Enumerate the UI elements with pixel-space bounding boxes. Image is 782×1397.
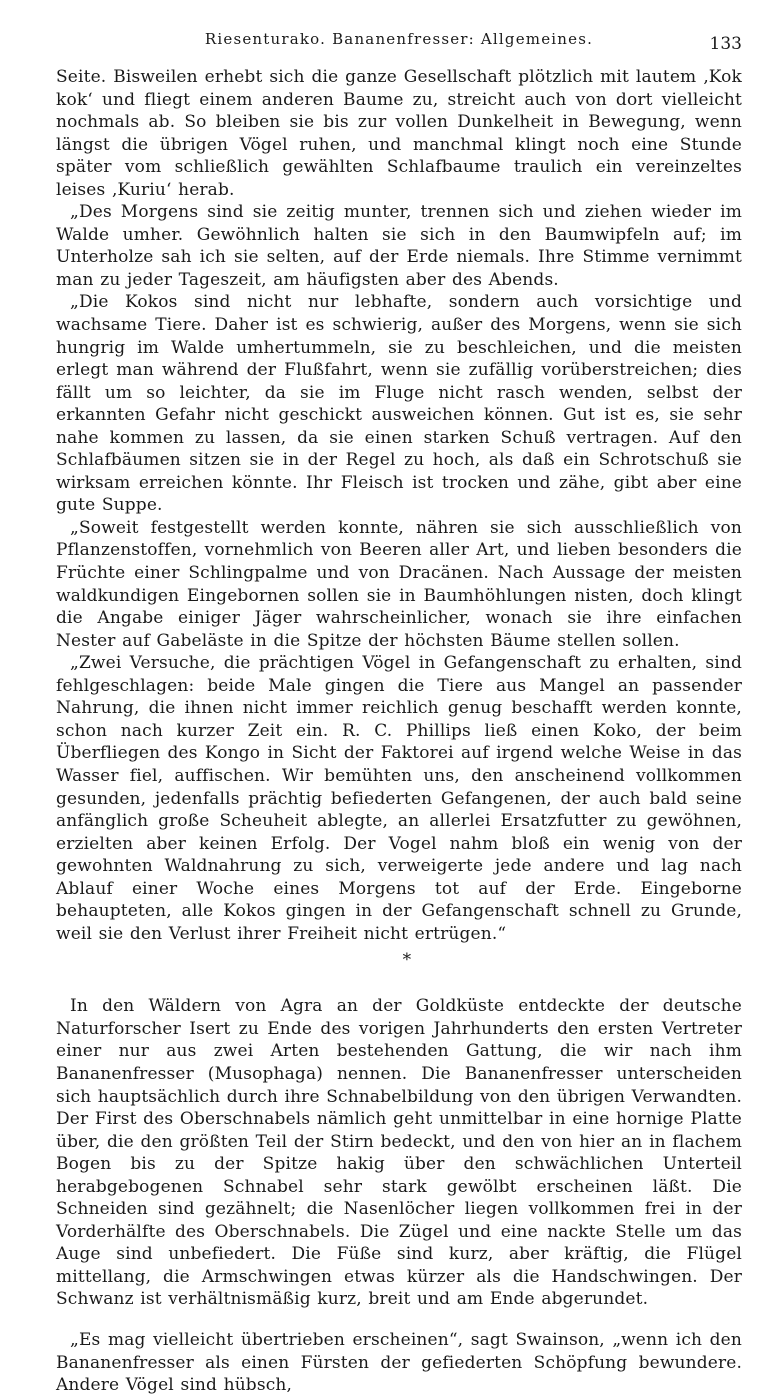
section-separator: * [402,950,412,971]
body-text [56,66,742,1397]
paragraph-wary-birds: „Die Kokos sind nicht nur lebhafte, sondern auch vorsichtige und wachsame Tiere. Daher ist es schwierig, außer des Morgens, wenn sie sich hungrig im Walde umhertummeln, sie zu beschleichen, und die meisten erlegt man während der Flußfahrt, wenn sie zufällig vorüberstreichen; dies fällt um so leichter, da sie im Fluge nicht rasch wenden, selbst der erkannten Gefahr nicht geschickt ausweichen können. Gut ist es, sie sehr nahe kommen zu lassen, da sie einen starken Schuß vertragen. Auf den Schlafbäumen sitzen sie in der Regel zu hoch, als daß ein Schrotschuß sie wirksam erreichen könnte. Ihr Fleisch ist trocken und zähe, gibt aber eine gute Suppe. [56,292,742,516]
paragraph-morning: „Des Morgens sind sie zeitig munter, trennen sich und ziehen wieder im Walde umher. Gewöhnlich halten sie sich in den Baumwipfeln auf; im Unterholze sah ich sie selten, auf der Erde niemals. Ihre Stimme vernimmt man zu jeder Tageszeit, am häufigsten aber des Abends. [56,202,742,290]
paragraph-continuation: Seite. Bisweilen erhebt sich die ganze Gesellschaft plötzlich mit lautem ‚Kok kok‘ und fliegt einem anderen Baume zu, streicht auch von dort vielleicht nochmals ab. So bleiben sie bis zur vollen Dunkelheit in Bewegung, wenn längst die übrigen Vögel ruhen, und manchmal klingt noch eine Stunde später vom schließlich gewählten Schlafbaume traulich ein vereinzeltes leises ‚Kuriu‘ herab. [56,67,742,200]
paragraph-bananenfresser: In den Wäldern von Agra an der Goldküste entdeckte der deutsche Naturforscher Isert zu Ende des vorigen Jahrhunderts den ersten Vertreter einer nur aus zwei Arten bestehenden Gattung, die wir nach ihm Bananenfresser (Musophaga) nennen. Die Bananenfresser unterscheiden sich hauptsächlich durch ihre Schnabelbildung von den übrigen Verwandten. Der First des Oberschnabels nämlich geht unmittelbar in eine hornige Platte über, die den größten Teil der Stirn bedeckt, und den von hier an in flachem Bogen bis zu der Spitze hakig über den schwächlichen Unterteil herabgebogenen Schnabel sehr stark gewölbt erscheinen läßt. Die Schneiden sind gezähnelt; die Nasenlöcher liegen vollkommen frei in der Vorderhälfte des Oberschnabels. Die Zügel und eine nackte Stelle um das Auge sind unbefiedert. Die Füße sind kurz, aber kräftig, die Flügel mittellang, die Armschwingen etwas kürzer als die Handschwingen. Der Schwanz ist verhältnismäßig kurz, breit und am Ende abgerundet. [56,996,742,1310]
running-header [56,26,742,56]
running-title: Riesenturako. Bananenfresser: Allgemeines. [204,30,594,48]
paragraph-swainson-quote: „Es mag vielleicht übertrieben erscheinen“, sagt Swainson, „wenn ich den Bananenfresser als einen Fürsten der gefiederten Schöpfung bewundere. Andere Vögel sind hübsch, [56,1329,742,1396]
page-number: 133 [709,34,742,54]
paragraph-captivity: „Zwei Versuche, die prächtigen Vögel in Gefangenschaft zu erhalten, sind fehlgeschlagen: beide Male gingen die Tiere aus Mangel an passender Nahrung, die ihnen nicht immer reichlich genug beschafft werden konnte, schon nach kurzer Zeit ein. R. C. Phillips ließ einen Koko, der beim Überfliegen des Kongo in Sicht der Faktorei auf irgend welche Weise in das Wasser fiel, auffischen. Wir bemühten uns, den anscheinend vollkommen gesunden, jedenfalls prächtig befiederten Gefangenen, der auch bald seine anfänglich große Scheuheit ablegte, an allerlei Ersatzfutter zu gewöhnen, erzielten aber keinen Erfolg. Der Vogel nahm bloß ein wenig von der gewohnten Waldnahrung zu sich, verweigerte jede andere und lag nach Ablauf einer Woche eines Morgens tot auf der Erde. Eingeborne behaupteten, alle Kokos gingen in der Gefangenschaft schnell zu Grunde, weil sie den Verlust ihrer Freiheit nicht ertrügen.“ [56,653,742,944]
paragraph-diet: „Soweit festgestellt werden konnte, nähren sie sich ausschließlich von Pflanzenstoffen, vornehmlich von Beeren aller Art, und lieben besonders die Früchte einer Schlingpalme und von Dracänen. Nach Aussage der meisten waldkundigen Eingebornen sollen sie in Baumhöhlungen nisten, doch klingt die Angabe einiger Jäger wahrscheinlicher, wonach sie ihre einfachen Nester auf Gabeläste in die Spitze der höchsten Bäume stellen sollen. [56,517,742,651]
